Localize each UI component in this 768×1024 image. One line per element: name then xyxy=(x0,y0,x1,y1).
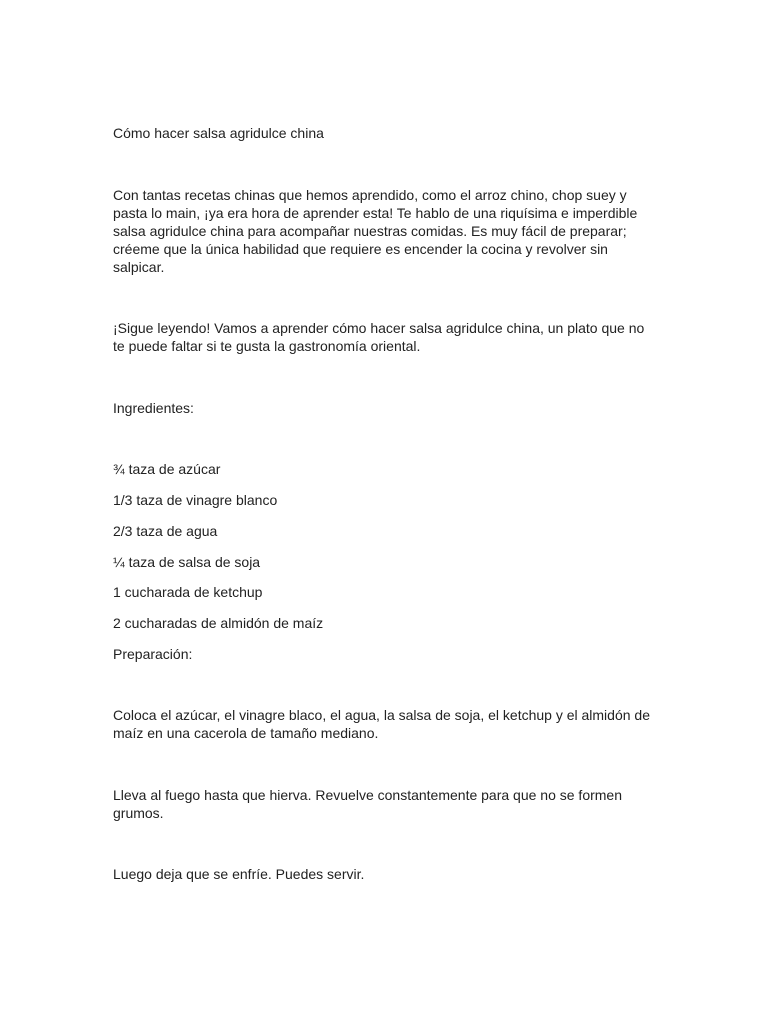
ingredient-item: 1 cucharada de ketchup xyxy=(113,584,263,600)
ingredients-heading: Ingredientes: xyxy=(113,400,194,416)
step-paragraph: Luego deja que se enfríe. Puedes servir. xyxy=(113,866,365,882)
invite-paragraph: ¡Sigue leyendo! Vamos a aprender cómo hacer salsa agridulce china, un plato que no te puede faltar si te gusta la gastronomía oriental. xyxy=(113,320,645,354)
ingredient-item: ¾ taza de azúcar xyxy=(113,461,221,477)
ingredient-item: ¼ taza de salsa de soja xyxy=(113,554,261,570)
preparation-heading: Preparación: xyxy=(113,646,193,662)
step-paragraph: Lleva al fuego hasta que hierva. Revuelve constantemente para que no se formen grumos. xyxy=(113,787,622,821)
ingredient-item: 2/3 taza de agua xyxy=(113,523,218,539)
ingredient-item: 1/3 taza de vinagre blanco xyxy=(113,492,278,508)
ingredient-item: 2 cucharadas de almidón de maíz xyxy=(113,615,324,631)
step-paragraph: Coloca el azúcar, el vinagre blaco, el agua, la salsa de soja, el ketchup y el almidón de maíz en una cacerola de tamaño mediano. xyxy=(113,707,650,741)
document-title: Cómo hacer salsa agridulce china xyxy=(113,125,324,141)
intro-paragraph: Con tantas recetas chinas que hemos aprendido, como el arroz chino, chop suey y pasta lo main, ¡ya era hora de aprender esta! Te hablo de una riquísima e imperdible salsa agridulce china para acompañar nuestras comidas. Es muy fácil de preparar; créeme que la única habilidad que requiere es encender la cocina y revolver sin salpicar. xyxy=(113,187,638,275)
